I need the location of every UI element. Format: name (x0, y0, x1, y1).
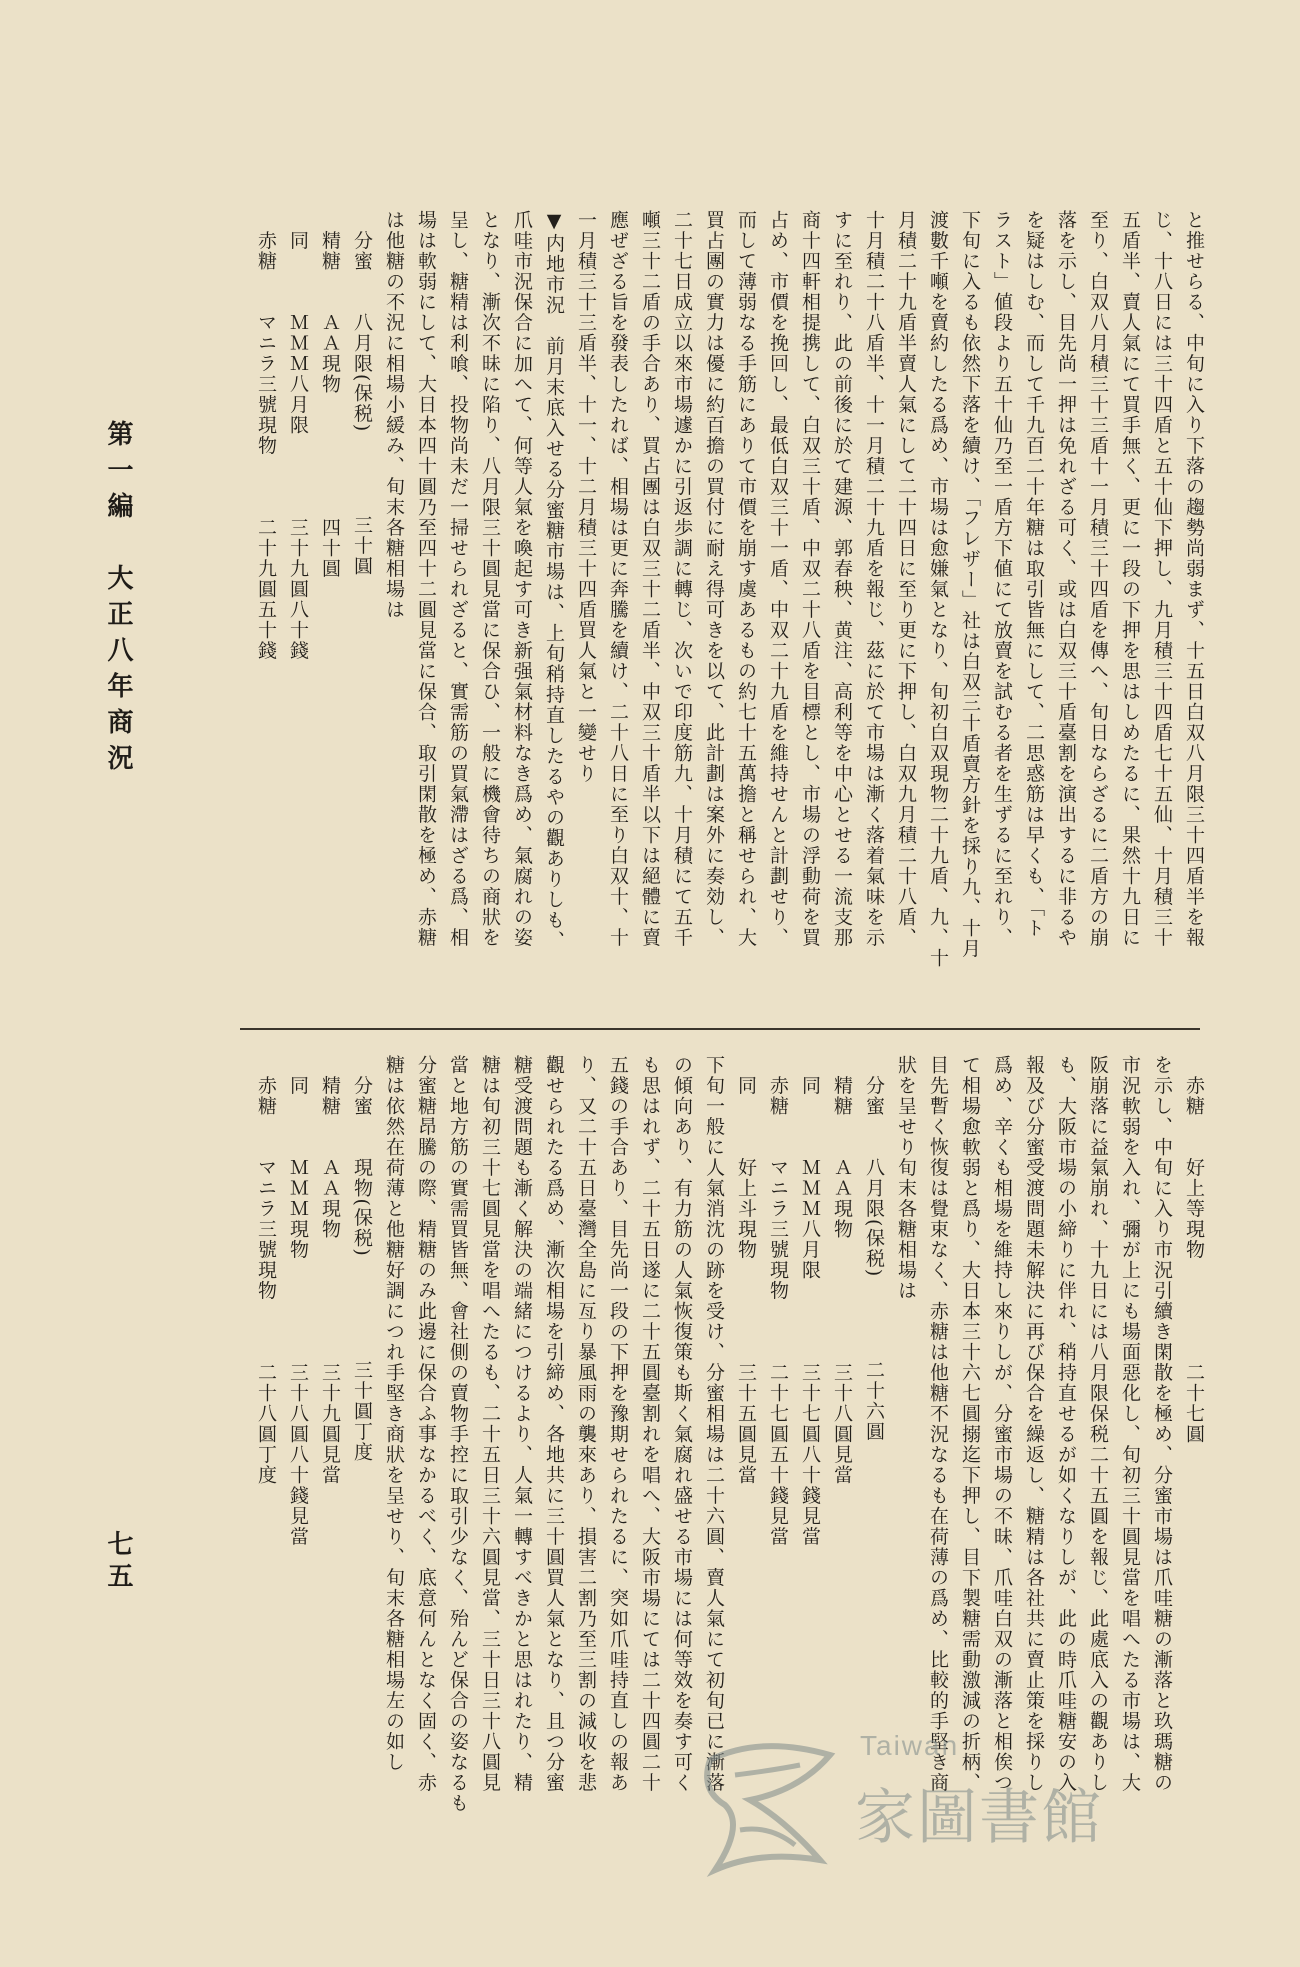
library-seal-icon (690, 1730, 850, 1880)
upper-text-block: と推せらる、中旬に入り下落の趨勢尚弱まず、十五日白双八月限三十四盾半を報 じ、十八日には三十四盾と五十仙下押し、九月積三十四盾七十五仙、十月積三十 五盾半、賣人氣にて買手無く、更に一段の下押を思はしめたるに、果然十九日に 至り、白双八月積三十三盾十一月積三十四盾を傳へ、旬日ならざるに二盾方の崩 落を示し、目先尚一押は免れざる可く、或は白双三十盾臺割を演出するに非るや を疑はしむ、而して千九百二十年糖は取引皆無にして、二思惑筋は早くも、「ト ラスト」値段より五十仙乃至一盾方下値にて放賣を試むる者を生ずるに至れり、 下旬に入るも依然下落を續け、「フレザー」社は白双三十盾賣方針を採り九、十月 渡數千噸を賣約したる爲め、市場は愈嫌氣となり、旬初白双現物二十九盾、九、十 月積二十九盾半賣人氣にして二十四日に至り更に下押し、白双九月積二十八盾、 十月積二十八盾半、十一月積二十九盾を報じ、茲に於て市場は漸く落着氣味を示 すに至れり、此の前後に於て建源、郭春秧、黄注、高利等を中心とせる一流支那 商十四軒相提携して、白双三十盾、中双二十八盾を目標とし、市場の浮動荷を買 占め、市價を挽回し、最低白双三十一盾、中双二十九盾を維持せんと計劃せり、 而して薄弱なる手筋にありて市價を崩す虞あるもの約七十五萬擔と稱せられ、大 買占團の實力は優に約百擔の買付に耐え得可きを以て、此計劃は案外に奏効し、 二十七日成立以來市場遽かに引返歩調に轉じ、次いで印度筋九、十月積にて五千 噸三十二盾の手合あり、買占團は白双三十二盾半、中双三十盾半以下は絕體に賣 應ぜざる旨を發表したれば、相場は更に奔騰を續け、二十八日に至り白双十、十 一月積三十三盾半、十一、十二月積三十四盾買人氣と一變せり ▼内地市況 前月末底入せる分蜜糖市場は、上旬稍持直したるやの觀ありしも、 爪哇市況保合に加へて、何等人氣を喚起す可き新强氣材料なき爲め、氣腐れの姿 となり、漸次不昧に陷り、八月限三十圓見當に保合ひ、一般に機會待ちの商狀を 呈し、糖精は利喰、投物尚未だ一掃せられざると、實需筋の買氣滯はざる爲、相 場は軟弱にして、大日本四十圓乃至四十二圓見當に保合、取引閑散を極め、赤糖 は他糖の不況に相場小緩み、旬末各糖相場は 分蜜 八月限(保税) 三十圓 精糖 ＡＡ現物 四十圓 同 ＭＭＭ八月限 三十九圓八十錢 赤糖 マニラ三號現物 二十九圓五十錢 (255, 210, 1205, 969)
library-watermark (690, 1730, 1290, 1890)
watermark-english: Taiwan (860, 1730, 960, 1761)
lower-text-block: 赤糖 好上等現物 二十七圓 を示し、中旬に入り市況引續き閑散を極め、分蜜市場は爪哇糖の漸落と玖瑪糖の 市況軟弱を入れ、彌が上にも場面惡化し、旬初三十圓見當を唱へたる市場は、大 阪崩落に益氣崩れ、十九日には八月限保税二十五圓を報じ、此處底入の觀ありし も、大阪市場の小締りに伴れ、稍持直せるが如くなりしが、此の時爪哇糖安の入 報及び分蜜受渡問題未解決に再び保合を繰返し、糖精は各社共に賣止策を採りし 爲め、辛くも相場を維持し來りしが、分蜜市場の不昧、爪哇白双の漸落と相俟つ て相場愈軟弱と爲り、大日本三十六七圓搦迄下押し、目下製糖需動激減の折柄、 目先暫く恢復は覺束なく、赤糖は他糖不況なるも在荷薄の爲め、比較的手堅き商 狀を呈せり旬末各糖相場は 分蜜 八月限(保税) 二十六圓 精糖 ＡＡ現物 三十八圓見當 同 ＭＭＭ八月限 三十七圓八十錢見當 赤糖 マニラ三號現物 二十七圓五十錢見當 同 好上斗現物 三十五圓見當 下旬一般に人氣消沈の跡を受け、分蜜相場は二十六圓、賣人氣にて初旬已に漸落 の傾向あり、有力筋の人氣恢復策も斯く氣腐れ盛せる市場には何等效を奏す可く も思はれず、二十五日遂に二十五圓臺割れを唱へ、大阪市場にては二十四圓二十 五錢の手合あり、目先尚一段の下押を豫期せられたるに、突如爪哇持直しの報あ り、又二十五日臺灣全島に亙り暴風雨の襲來あり、損害二割乃至三割の減收を悲 觀せられたる爲め、漸次相場を引締め、各地共に三十圓買人氣となり、且つ分蜜 糖受渡問題も漸く解決の端緒につけるより、人氣一轉すべきかと思はれたり、精 糖は旬初三十七圓見當を唱へたるも、二十五日三十六圓見當、三十日三十八圓見 當と地方筋の實需買皆無、會社側の賣物手控に取引少なく、殆んど保合の姿なるも 分蜜糖昂騰の際、精糖のみ此邊に保合ふ事なかるべく、底意何んとなく固く、赤 糖は依然在荷薄と他糖好調につれ手堅き商狀を呈せり、旬末各糖相場左の如し 分蜜 現物(保税) 三十圓丁度 精糖 ＡＡ現物 三十九圓見當 同 ＭＭＭ現物 三十八圓八十錢見當 赤糖 マニラ三號現物 二十八圓丁度 (255, 1055, 1205, 1814)
section-divider (240, 1028, 1200, 1030)
page-number: 七五 (103, 1530, 133, 1594)
watermark-chinese: 家圖書館 (855, 1783, 1103, 1853)
running-head: 第一編 大正八年商況 (103, 420, 133, 780)
